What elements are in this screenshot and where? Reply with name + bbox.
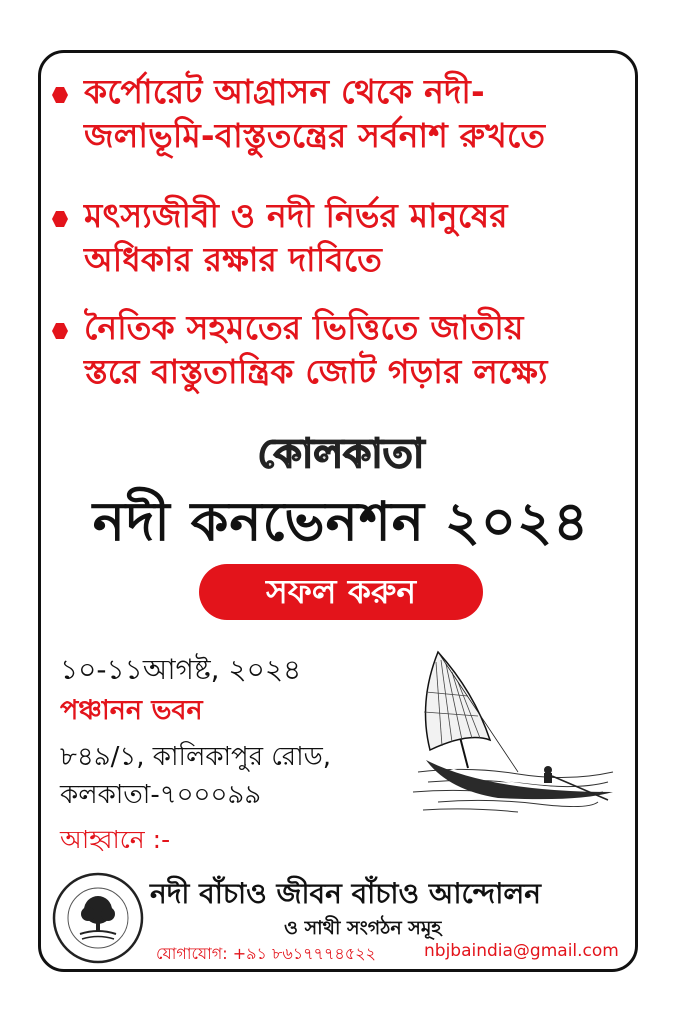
organization-logo xyxy=(52,872,144,964)
bullet-text xyxy=(84,306,632,394)
sailing-boat-illustration xyxy=(408,642,620,820)
city-heading: কোলকাতা xyxy=(257,431,425,477)
event-title: নদী কনভেনশন ২০২৪ xyxy=(92,490,590,553)
bullet-item xyxy=(52,70,632,158)
bullet-item xyxy=(52,194,632,282)
organization-name: নদী বাঁচাও জীবন বাঁচাও আন্দোলন xyxy=(150,877,541,910)
bullet-line: স্তরে বাস্তুতান্ত্রিক জোট গড়ার লক্ষ্যে xyxy=(84,352,548,391)
bullet-line: মৎস্যজীবী ও নদী নির্ভর মানুষের xyxy=(84,196,508,235)
address-line: ৮৪৯/১, কালিকাপুর রোড, xyxy=(60,742,332,772)
event-date: ১০-১১আগষ্ট, ২০২৪ xyxy=(60,653,302,686)
bullet-item xyxy=(52,306,632,394)
bullet-hexagon-icon xyxy=(52,211,68,227)
bullet-hexagon-icon xyxy=(52,87,68,103)
cta-banner: সফল করুন xyxy=(199,564,483,620)
bullet-line: জলাভূমি-বাস্তুতন্ত্রের সর্বনাশ রুখতে xyxy=(84,116,546,155)
invite-label: আহ্বানে :- xyxy=(60,825,171,854)
contact-email[interactable]: nbjbaindia@gmail.com xyxy=(424,941,619,961)
bullet-text xyxy=(84,194,632,282)
bullet-line: কর্পোরেট আগ্রাসন থেকে নদী- xyxy=(84,72,485,111)
bullet-hexagon-icon xyxy=(52,323,68,339)
address-line: কলকাতা-৭০০০৯৯ xyxy=(60,780,262,810)
bullet-line: নৈতিক সহমতের ভিত্তিতে জাতীয় xyxy=(84,308,524,347)
organization-subtitle: ও সাথী সংগঠন সমূহ xyxy=(284,917,442,939)
contact-phone: যোগাযোগ: +৯১ ৮৬১৭৭৭৪৫২২ xyxy=(156,944,376,963)
venue-name: পঞ্চানন ভবন xyxy=(60,695,203,726)
bullet-line: অধিকার রক্ষার দাবিতে xyxy=(84,240,383,279)
bullet-text xyxy=(84,70,632,158)
venue-address xyxy=(60,738,331,814)
